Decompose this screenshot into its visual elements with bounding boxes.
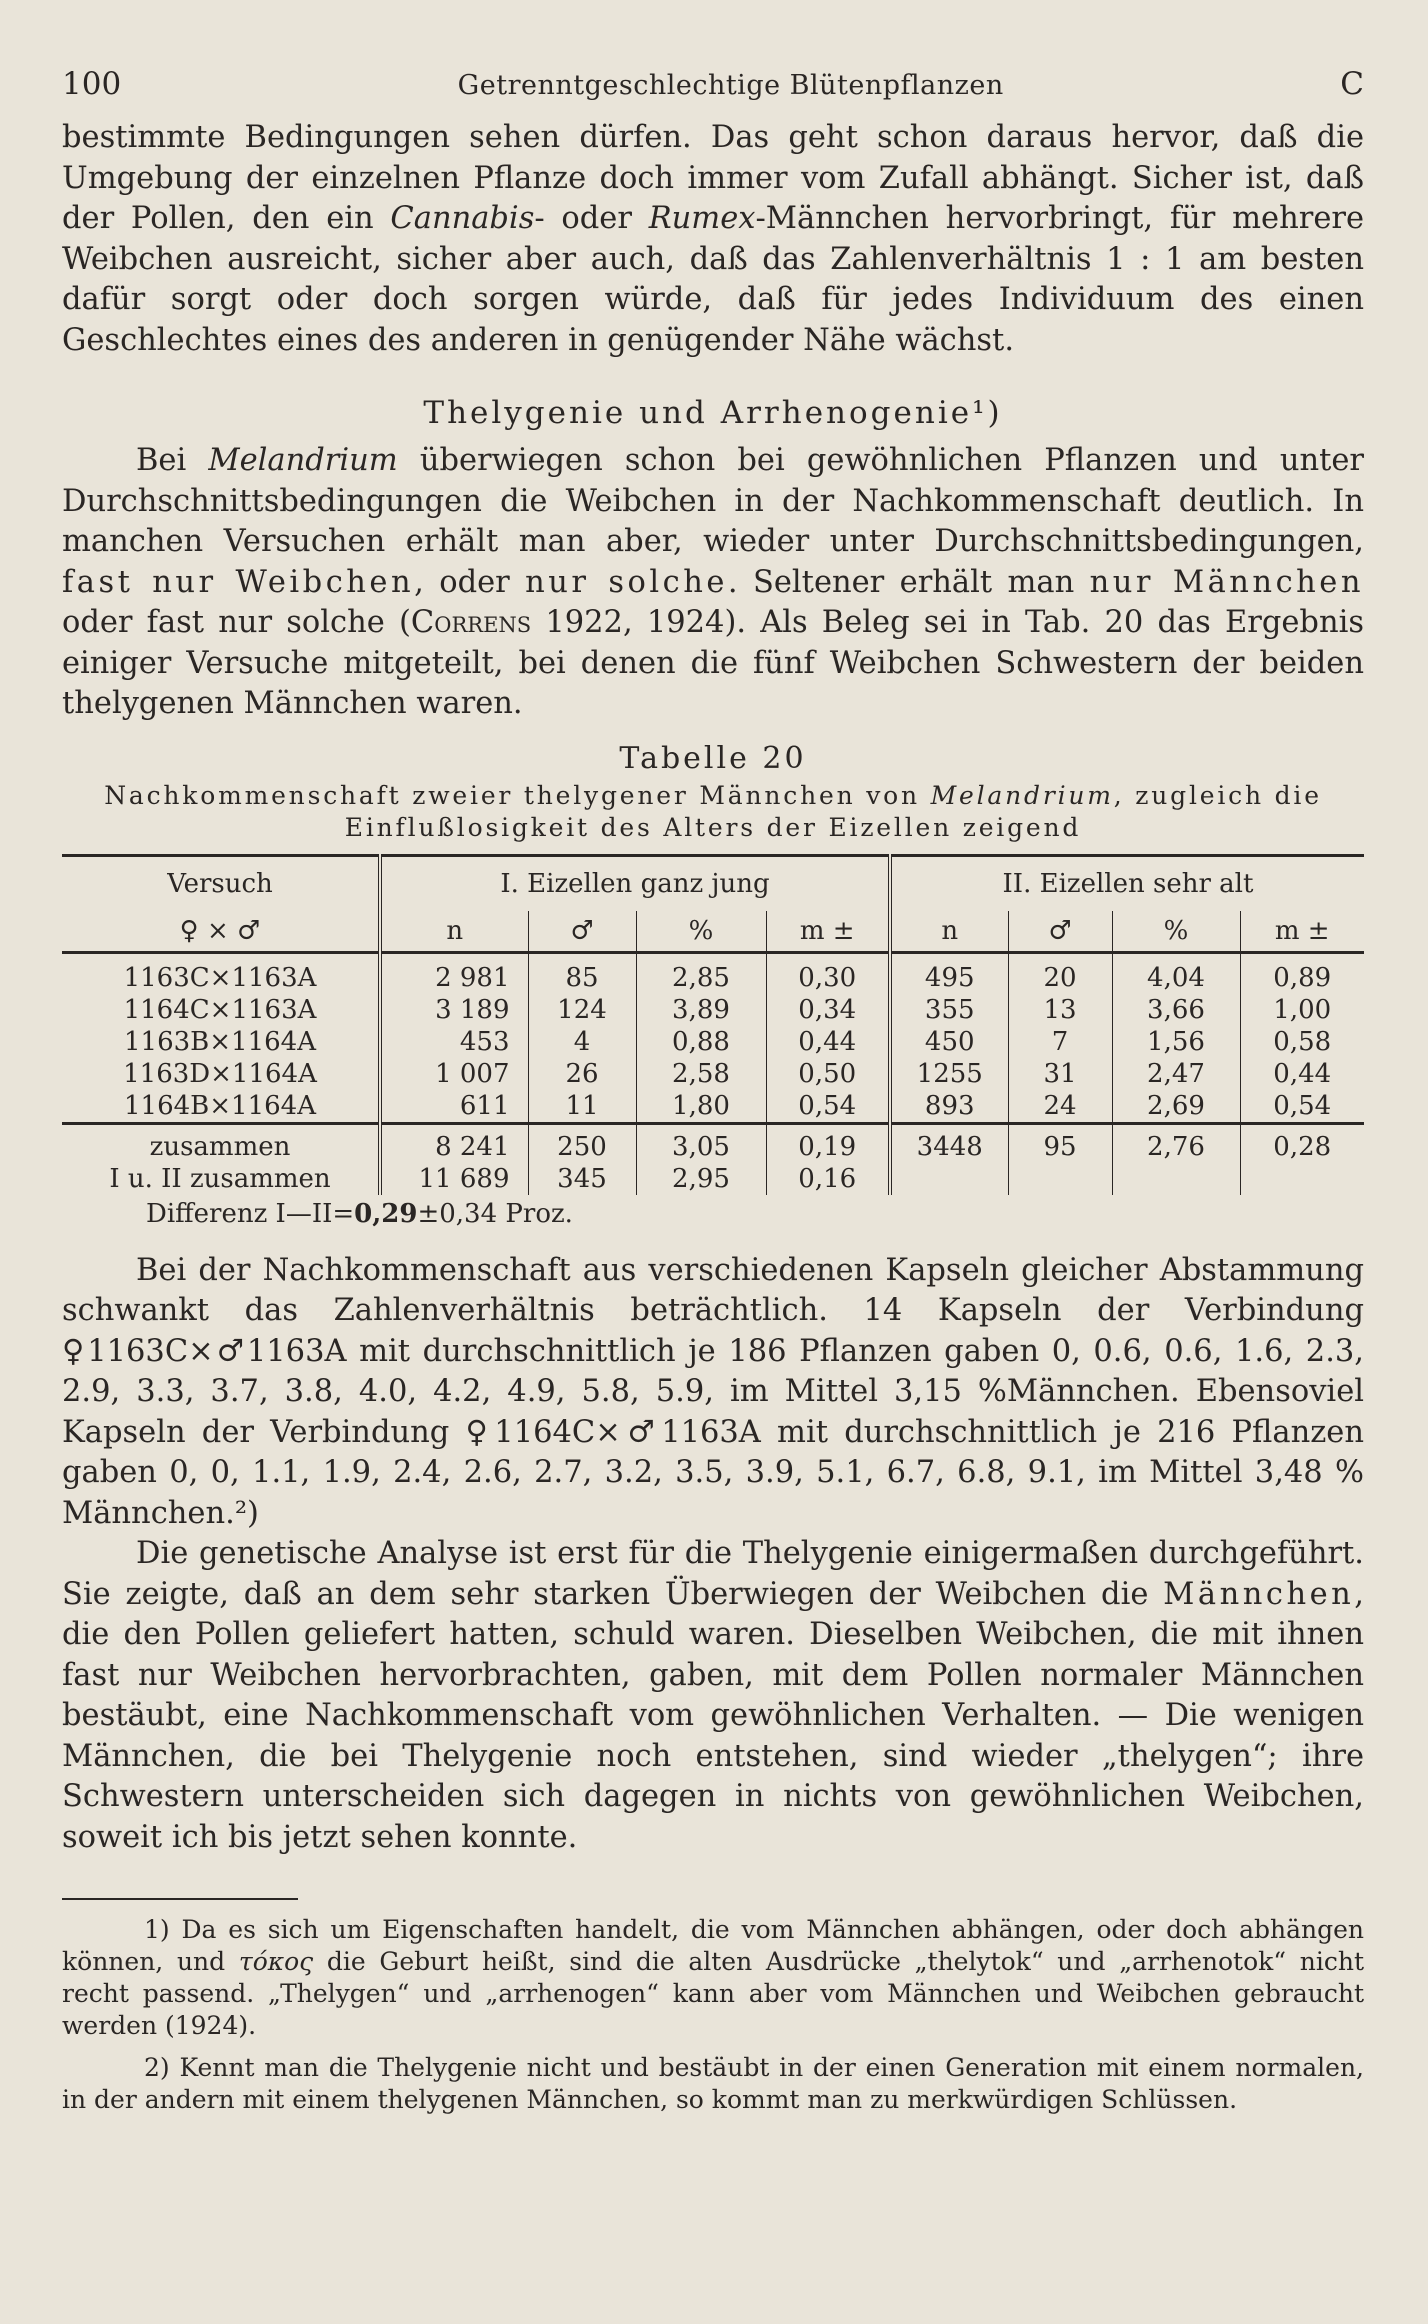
table-row: [62, 952, 1364, 994]
text-run: 1) Da es sich um Eigenschaften handelt, die vom Männchen abhängen, oder doch abhängen können, und: [62, 1915, 1364, 1976]
text-run: bestimmte Bedingungen sehen dürfen. Das geht schon daraus hervor, daß die Umgebung der einzelnen Pflanze doch immer vom Zufall abhängt. Sicher ist, daß der Pollen, den ein: [62, 120, 1364, 236]
footnote-2: [62, 2052, 1364, 2116]
cell-error: 0,28: [1240, 1123, 1364, 1163]
text-run: Nachkommenschaft zweier thelygener Männchen von: [104, 780, 931, 810]
text-run: Rumex: [648, 201, 756, 236]
cell-percent: 2,69: [1112, 1090, 1240, 1124]
table-row: [62, 1090, 1364, 1124]
cell-male: 85: [528, 952, 636, 994]
sum-label: zusammen: [62, 1123, 380, 1163]
cell-n: 3 189: [380, 994, 528, 1026]
cell-male: 4: [528, 1026, 636, 1058]
text-run: nur solche: [525, 564, 728, 600]
paragraph-genetics: [62, 1534, 1364, 1858]
cell-error: 0,54: [766, 1090, 890, 1124]
cell-n: 893: [890, 1090, 1008, 1124]
row-cross: 1163B×1164A: [123, 1026, 316, 1057]
text-run: Melandrium: [930, 780, 1114, 810]
running-head: [62, 66, 1364, 118]
text-run: , zugleich die Einflußlosigkeit des Alters der Eizellen zeigend: [344, 780, 1322, 842]
section-letter: C: [1340, 66, 1364, 102]
text-run: τόκος: [238, 1947, 314, 1976]
text-run: oder fast nur solche (: [62, 605, 411, 640]
cell-error: 0,89: [1240, 952, 1364, 994]
cell-percent: 2,95: [636, 1163, 766, 1195]
cell-male: 7: [1008, 1026, 1112, 1058]
table-caption: [62, 780, 1364, 844]
table-row: [62, 1058, 1364, 1090]
cell-error: 0,16: [766, 1163, 890, 1195]
subheader-male: ♂: [1008, 911, 1112, 953]
text-run: nur Männchen: [1089, 564, 1364, 600]
cell-error: 0,44: [766, 1026, 890, 1058]
cell-n: 2 981: [380, 952, 528, 994]
cell-n: 1 007: [380, 1058, 528, 1090]
text-run: , die den Pollen geliefert hatten, schuld waren. Dieselben Weibchen, die mit ihnen fast nur Weibchen hervorbrachten, gaben, mit dem Pollen normaler Männchen bestäubt, eine Nachkommenschaft vom gewöhnlichen Verhalten. — Die wenigen Männchen, die bei Thelygenie noch entstehen, sind wieder „thelygen“; ihre Schwestern unterscheiden sich dagegen in nichts von gewöhnlichen Weibchen, soweit ich bis jetzt sehen konnte.: [62, 1576, 1364, 1855]
cell-error: 1,00: [1240, 994, 1364, 1026]
cell-error: 0,44: [1240, 1058, 1364, 1090]
cell-n: 453: [380, 1026, 528, 1058]
text-run: 0,29: [354, 1198, 418, 1229]
subheader-n: n: [380, 911, 528, 953]
subheader-percent: %: [636, 911, 766, 953]
cell-male: 31: [1008, 1058, 1112, 1090]
cell-male: [1008, 1163, 1112, 1195]
table-title: Tabelle 20: [619, 740, 807, 776]
intro-paragraph: [62, 118, 1364, 361]
cell-percent: 2,85: [636, 952, 766, 994]
cell-percent: 2,47: [1112, 1058, 1240, 1090]
text-run: . Seltener erhält man: [727, 564, 1090, 600]
section-title: Thelygenie und Arrhenogenie¹): [423, 395, 1003, 431]
cell-percent: 1,56: [1112, 1026, 1240, 1058]
row-cross: 1163D×1164A: [123, 1058, 317, 1089]
table-sum-row: [62, 1163, 1364, 1195]
cell-error: 0,54: [1240, 1090, 1364, 1124]
header-versuch: Versuch: [167, 868, 273, 899]
cell-n: 1255: [890, 1058, 1008, 1090]
cell-male: 250: [528, 1123, 636, 1163]
table-sum-row: [62, 1123, 1364, 1163]
subheader-percent: %: [1112, 911, 1240, 953]
cell-male: 24: [1008, 1090, 1112, 1124]
cell-n: [890, 1163, 1008, 1195]
table-header-row: [62, 855, 1364, 911]
cell-percent: 3,89: [636, 994, 766, 1026]
text-run: -Männchen hervorbringt, für mehrere Weibchen ausreicht, sicher aber auch, daß das Zahlenverhältnis 1 : 1 am besten dafür sorgt oder doch sorgen würde, daß für jedes Individuum des einen Geschlechtes eines des anderen in genügender Nähe wächst.: [62, 201, 1365, 358]
text-run: Die genetische Analyse ist erst für die Thelygenie einigermaßen durchgeführt. Sie zeigte, daß an dem sehr starken Überwiegen der Weibchen die: [62, 1536, 1364, 1612]
text-run: Bei: [136, 443, 209, 478]
running-title: Getrenntgeschlechtige Blütenpflanzen: [457, 70, 1004, 101]
cell-n: 450: [890, 1026, 1008, 1058]
cell-percent: 4,04: [1112, 952, 1240, 994]
text-run: ±0,34 Proz.: [417, 1198, 573, 1229]
row-cross: 1163C×1163A: [123, 962, 317, 993]
cell-error: 0,34: [766, 994, 890, 1026]
cell-male: 13: [1008, 994, 1112, 1026]
text-run: Cannabis: [390, 201, 535, 236]
text-run: 1922, 1924). Als Beleg sei in Tab. 20 das Ergebnis einiger Versuche mitgeteilt, bei denen die fünf Weibchen Schwestern der beiden thelygenen Männchen waren.: [62, 605, 1364, 721]
text-run: Differenz I—II=: [146, 1198, 355, 1229]
text-run: , oder: [414, 564, 526, 600]
data-table: [62, 854, 1364, 1195]
table-row: [62, 1026, 1364, 1058]
cell-percent: 3,66: [1112, 994, 1240, 1026]
cell-error: 0,30: [766, 952, 890, 994]
cell-male: 26: [528, 1058, 636, 1090]
cell-n: 355: [890, 994, 1008, 1026]
text-run: die Geburt heißt, sind die alten Ausdrücke „thelytok“ und „arrhenotok“ nicht recht passend. „Thelygen“ und „arrhenogen“ kann aber vom Männchen und Weibchen gebraucht werden (1924).: [62, 1947, 1364, 2040]
header-group-old: II. Eizellen sehr alt: [890, 855, 1364, 911]
text-run: fast nur Weibchen: [62, 564, 415, 600]
footnote-1: [62, 1914, 1364, 2042]
cell-percent: 3,05: [636, 1123, 766, 1163]
cell-male: 124: [528, 994, 636, 1026]
table-row: [62, 994, 1364, 1026]
text-run: 2) Kennt man die Thelygenie nicht und bestäubt in der einen Generation mit einem normalen, in der andern mit einem thelygenen Männchen, so kommt man zu merkwürdigen Schlüssen.: [62, 2053, 1364, 2114]
row-cross: 1164C×1163A: [123, 994, 317, 1025]
header-group-young: I. Eizellen ganz jung: [380, 855, 890, 911]
sum-label: I u. II zusammen: [109, 1163, 331, 1194]
cell-n: 495: [890, 952, 1008, 994]
cell-percent: 0,88: [636, 1026, 766, 1058]
section-paragraph: [62, 441, 1364, 725]
subheader-error: m ±: [1240, 911, 1364, 953]
table-difference: [62, 1199, 1364, 1229]
text-run: Correns: [410, 605, 532, 640]
text-run: Männchen: [1163, 1576, 1355, 1612]
row-cross: 1164B×1164A: [123, 1090, 316, 1121]
cell-error: 0,50: [766, 1058, 890, 1090]
cell-male: 11: [528, 1090, 636, 1124]
table-subheader-row: [62, 911, 1364, 953]
cell-percent: 2,76: [1112, 1123, 1240, 1163]
header-cross: ♀ × ♂: [62, 911, 380, 953]
cell-n: 3448: [890, 1123, 1008, 1163]
cell-male: 95: [1008, 1123, 1112, 1163]
subheader-male: ♂: [528, 911, 636, 953]
text-run: überwiegen schon bei gewöhnlichen Pflanzen und unter Durchschnittsbedingungen die Weibchen in der Nachkommenschaft deutlich. In manchen Versuchen erhält man aber, wieder unter Durchschnittsbedingungen,: [62, 443, 1365, 559]
paragraph-capsules: [62, 1251, 1364, 1535]
subheader-error: m ±: [766, 911, 890, 953]
subheader-n: n: [890, 911, 1008, 953]
cell-percent: [1112, 1163, 1240, 1195]
footnote-rule: [62, 1898, 298, 1900]
text-run: Melandrium: [208, 443, 398, 478]
cell-male: 20: [1008, 952, 1112, 994]
cell-error: 0,19: [766, 1123, 890, 1163]
text-run: Bei der Nachkommenschaft aus verschiedenen Kapseln gleicher Abstammung schwankt das Zahlenverhältnis beträchtlich. 14 Kapseln der Verbindung ♀1163C×♂1163A mit durchschnittlich je 186 Pflanzen gaben 0, 0.6, 0.6, 1.6, 2.3, 2.9, 3.3, 3.7, 3.8, 4.0, 4.2, 4.9, 5.8, 5.9, im Mittel 3,15 %Männchen. Ebensoviel Kapseln der Verbindung ♀1164C×♂1163A mit durchschnittlich je 216 Pflanzen gaben 0, 0, 1.1, 1.9, 2.4, 2.6, 2.7, 3.2, 3.5, 3.9, 5.1, 6.7, 6.8, 9.1, im Mittel 3,48 % Männchen.²): [62, 1252, 1364, 1531]
cell-n: 611: [380, 1090, 528, 1124]
cell-percent: 2,58: [636, 1058, 766, 1090]
cell-n: 8 241: [380, 1123, 528, 1163]
cell-male: 345: [528, 1163, 636, 1195]
cell-error: [1240, 1163, 1364, 1195]
page-number: 100: [62, 66, 122, 102]
cell-error: 0,58: [1240, 1026, 1364, 1058]
text-run: - oder: [534, 201, 649, 236]
cell-n: 11 689: [380, 1163, 528, 1195]
cell-percent: 1,80: [636, 1090, 766, 1124]
